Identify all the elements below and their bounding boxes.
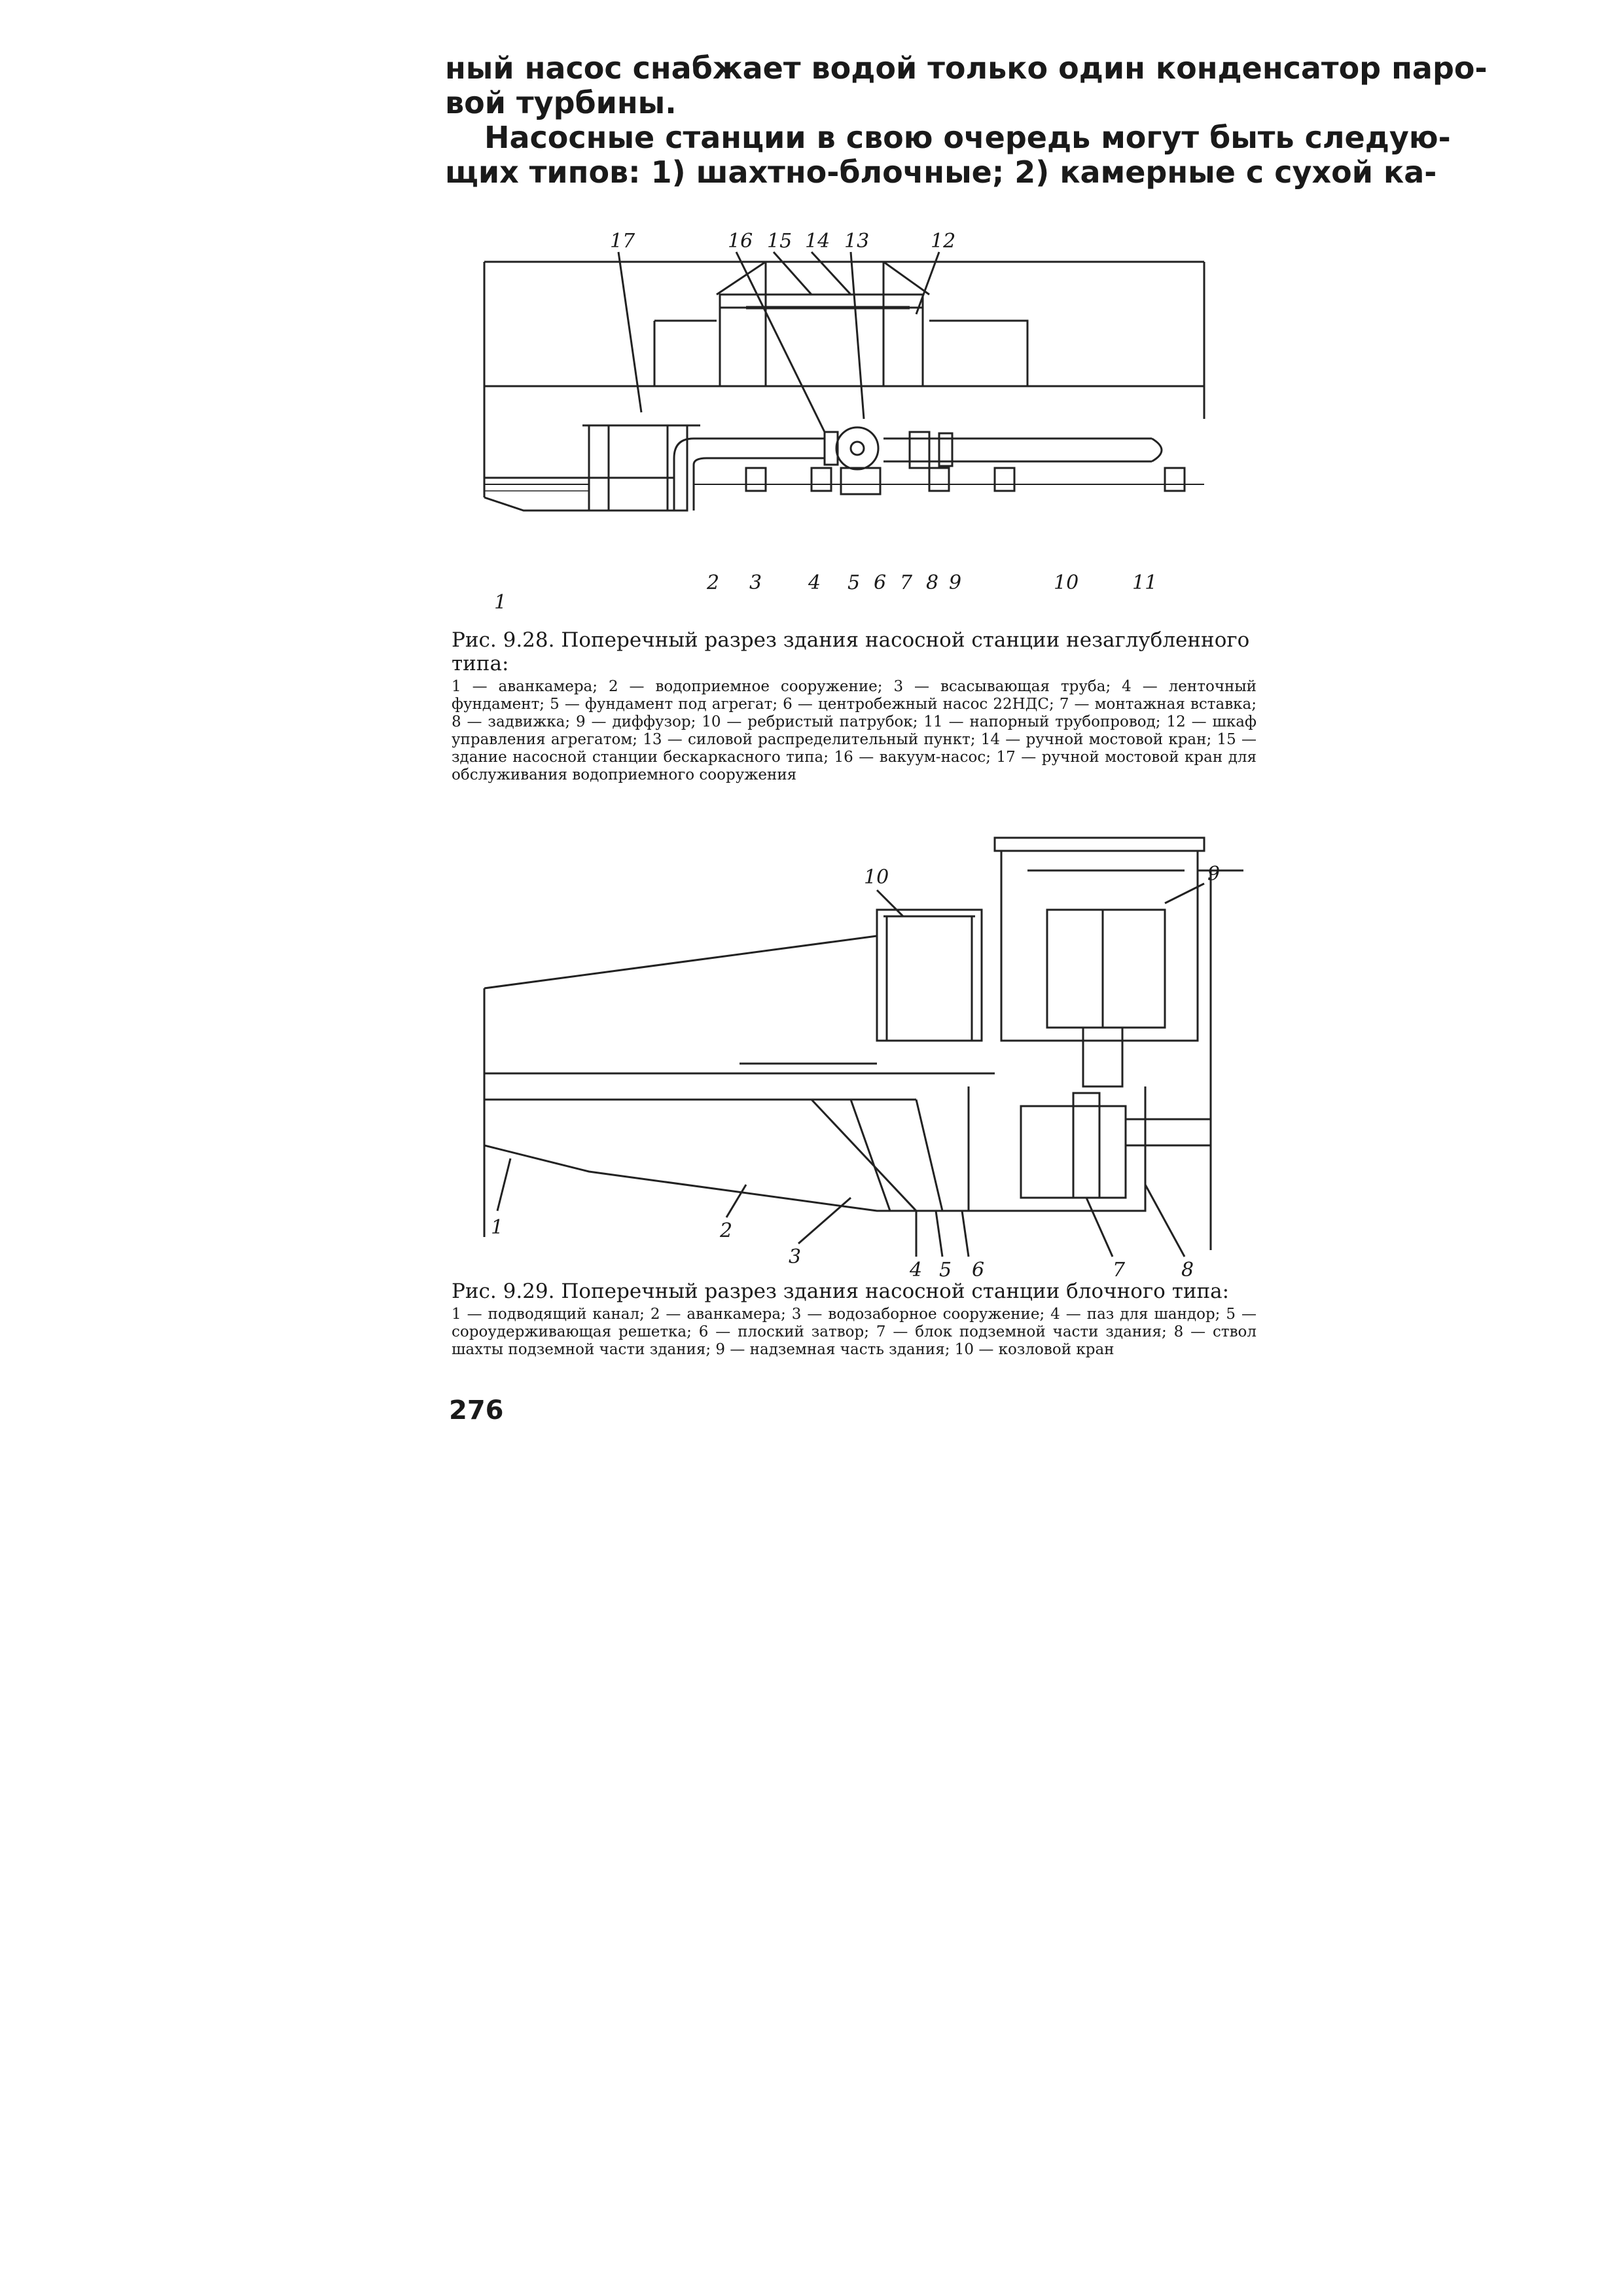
- page-number: 276: [449, 1395, 504, 1426]
- fig1-label-3: 3: [749, 571, 762, 594]
- fig2-label-9: 9: [1207, 863, 1221, 886]
- fig2-label-5: 5: [939, 1259, 952, 1282]
- figure-9-28-drawing: [458, 223, 1257, 628]
- fig1-label-4: 4: [808, 571, 821, 594]
- fig2-label-3: 3: [789, 1246, 802, 1268]
- fig1-label-14: 14: [805, 230, 830, 253]
- fig1-label-7: 7: [900, 571, 913, 594]
- figure-9-29-legend: 1 — подводящий канал; 2 — аванкамера; 3 — водозаборное сооружение; 4 — паз для шандор; 5 — сороудерживающая решетка; 6 — плоский затвор; 7 — блок подземной части здания; 8 — ствол шахты подземной части здания; 9 — надземная часть здания; 10 — козловой кран: [452, 1306, 1257, 1358]
- fig2-label-2: 2: [720, 1219, 733, 1242]
- fig2-label-8: 8: [1181, 1259, 1194, 1282]
- fig1-label-10: 10: [1054, 571, 1079, 594]
- figure-9-28-legend: 1 — аванкамера; 2 — водоприемное сооружение; 3 — всасывающая труба; 4 — ленточный фундамент; 5 — фундамент под агрегат; 6 — центробежный насос 22НДС; 7 — монтажная вставка; 8 — задвижка; 9 — диффузор; 10 — ребристый патрубок; 11 — напорный трубопровод; 12 — шкаф управления агрегатом; 13 — силовой распределительный пункт; 14 — ручной мостовой кран; 15 — здание насосной станции бескаркасного типа; 16 — вакуум-насос; 17 — ручной мостовой кран для обслуживания водоприемного сооружения: [452, 678, 1257, 783]
- fig2-label-10: 10: [864, 866, 889, 889]
- fig1-label-16: 16: [728, 230, 753, 253]
- fig1-label-15: 15: [767, 230, 793, 253]
- fig1-label-8: 8: [926, 571, 939, 594]
- figure-9-29-drawing: [458, 831, 1257, 1283]
- fig1-label-17: 17: [610, 230, 635, 253]
- fig1-label-13: 13: [844, 230, 870, 253]
- body-line: ный насос снабжает водой только один конденсатор паро-: [445, 50, 1488, 86]
- body-line: щих типов: 1) шахтно-блочные; 2) камерные с сухой ка-: [445, 154, 1437, 190]
- body-line: вой турбины.: [445, 85, 677, 120]
- fig2-label-4: 4: [910, 1259, 923, 1282]
- body-line: Насосные станции в свою очередь могут быть следую-: [484, 120, 1451, 155]
- fig1-label-1: 1: [494, 591, 507, 614]
- figure-9-29-caption: [452, 1280, 1257, 1359]
- fig1-label-6: 6: [874, 571, 887, 594]
- fig1-label-11: 11: [1132, 571, 1158, 594]
- fig1-label-12: 12: [931, 230, 956, 253]
- fig2-label-7: 7: [1113, 1259, 1126, 1282]
- figure-9-29-title: Рис. 9.29. Поперечный разрез здания насосной станции блочного типа:: [452, 1280, 1230, 1303]
- figure-9-28-caption: [452, 628, 1257, 784]
- fig2-label-1: 1: [491, 1216, 504, 1239]
- body-paragraph: [445, 50, 1488, 190]
- fig1-label-2: 2: [707, 571, 720, 594]
- fig2-label-6: 6: [972, 1259, 985, 1282]
- figure-9-28-title: Рис. 9.28. Поперечный разрез здания насосной станции незаглубленного типа:: [452, 628, 1250, 675]
- fig1-label-9: 9: [949, 571, 962, 594]
- fig1-label-5: 5: [847, 571, 861, 594]
